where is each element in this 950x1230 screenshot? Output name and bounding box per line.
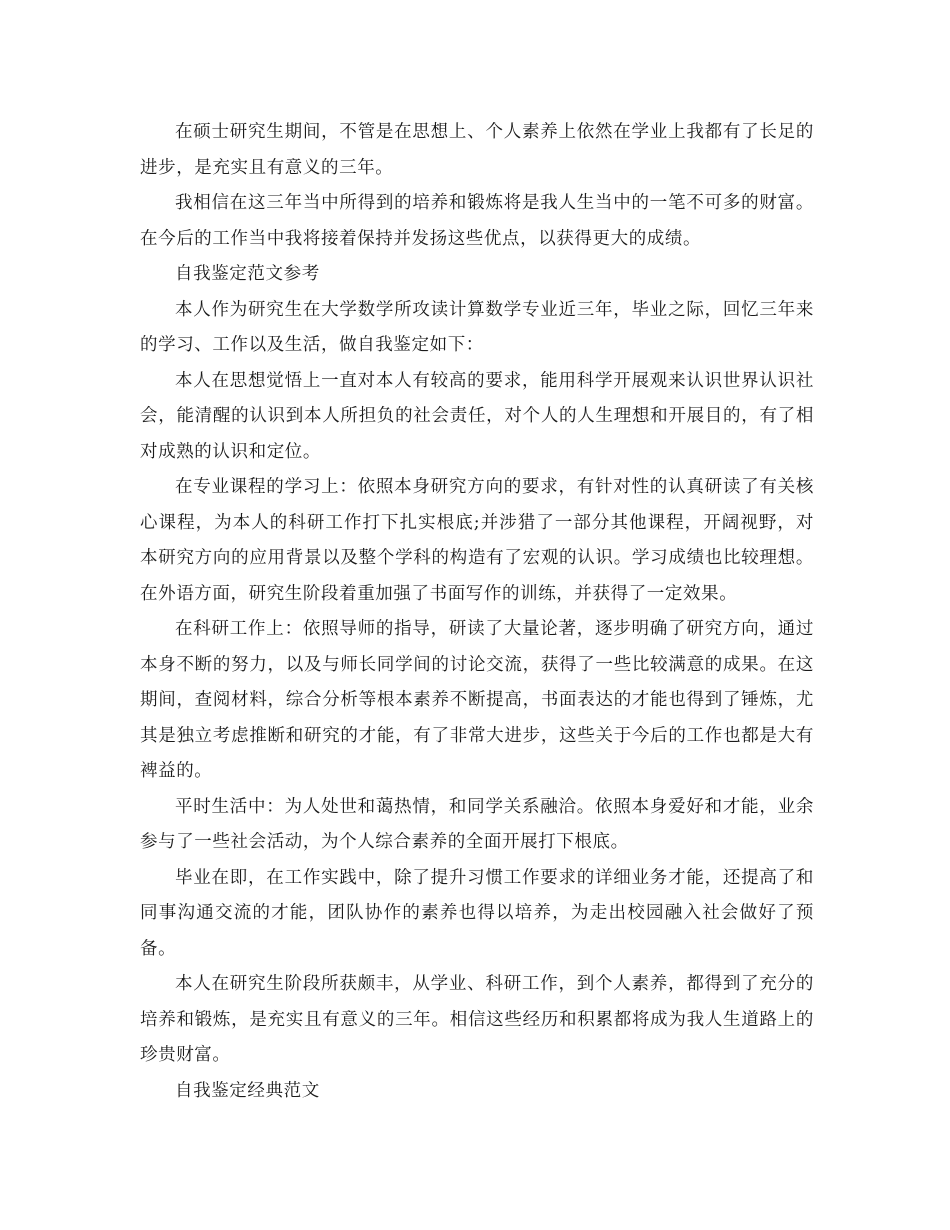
paragraph-research: 在科研工作上：依照导师的指导，研读了大量论著，逐步明确了研究方向，通过本身不断的努力，以及与师长同学间的讨论交流，获得了一些比较满意的成果。在这期间，查阅材料，综合分析等根本素养不断提高，书面表达的才能也得到了锤炼，尤其是独立考虑推断和研究的才能，有了非常大进步，这些关于今后的工作也都是大有裨益的。	[140, 619, 814, 781]
paragraph-courses: 在专业课程的学习上：依照本身研究方向的要求，有针对性的认真研读了有关核心课程，为本人的科研工作打下扎实根底;并涉猎了一部分其他课程，开阔视野，对本研究方向的应用背景以及整个学科的构造有了宏观的认识。学习成绩也比较理想。在外语方面，研究生阶段着重加强了书面写作的训练，并获得了一定效果。	[140, 477, 814, 604]
paragraph-intro: 本人作为研究生在大学数学所攻读计算数学专业近三年，毕业之际，回忆三年来的学习、工作以及生活，做自我鉴定如下：	[140, 299, 814, 355]
paragraph-masters-period: 在硕士研究生期间，不管是在思想上、个人素养上依然在学业上我都有了长足的进步，是充实且有意义的三年。	[140, 122, 814, 178]
section-heading-reference: 自我鉴定范文参考	[175, 264, 320, 284]
paragraph-daily-life: 平时生活中：为人处世和蔼热情，和同学关系融洽。依照本身爱好和才能，业余参与了一些社会活动，为个人综合素养的全面开展打下根底。	[140, 796, 814, 852]
section-heading-classic: 自我鉴定经典范文	[175, 1080, 320, 1101]
paragraph-summary: 本人在研究生阶段所获颇丰，从学业、科研工作，到个人素养，都得到了充分的培养和锻炼，是充实且有意义的三年。相信这些经历和积累都将成为我人生道路上的珍贵财富。	[140, 974, 814, 1065]
paragraph-graduation: 毕业在即，在工作实践中，除了提升习惯工作要求的详细业务才能，还提高了和同事沟通交流的才能，团队协作的素养也得以培养，为走出校园融入社会做好了预备。	[140, 867, 814, 959]
document-page	[140, 115, 814, 1109]
paragraph-wealth: 我相信在这三年当中所得到的培养和锻炼将是我人生当中的一笔不可多的财富。在今后的工作当中我将接着保持并发扬这些优点，以获得更大的成绩。	[140, 193, 814, 249]
paragraph-thought: 本人在思想觉悟上一直对本人有较高的要求，能用科学开展观来认识世界认识社会，能清醒的认识到本人所担负的社会责任，对个人的人生理想和开展目的，有了相对成熟的认识和定位。	[140, 370, 814, 462]
